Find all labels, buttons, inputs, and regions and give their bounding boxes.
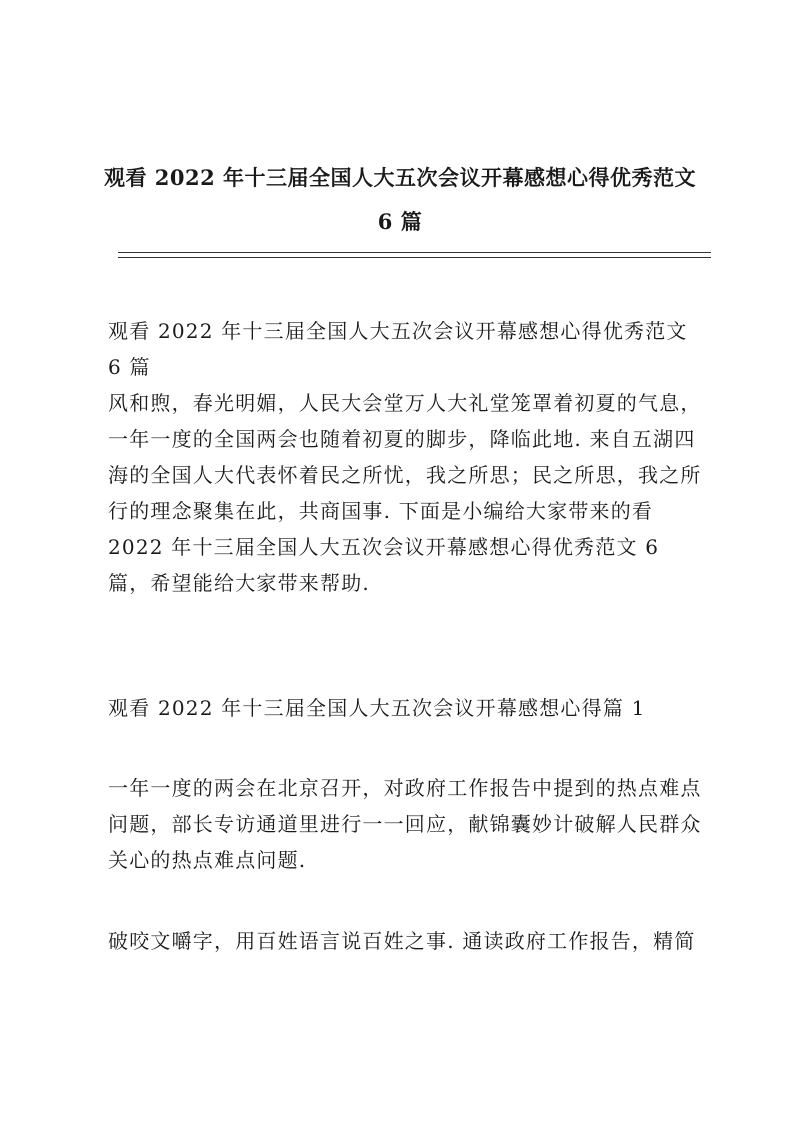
section-1-heading-block (108, 690, 708, 726)
intro-block (108, 385, 708, 601)
section-1-paragraph-2: 破咬文嚼字，用百姓语言说百姓之事. 通读政府工作报告，精简 (108, 929, 696, 953)
section-1-paragraph-2-block (108, 923, 708, 959)
section-1-paragraph-1-block (108, 770, 708, 878)
section-1-paragraph-1: 一年一度的两会在北京召开，对政府工作报告中提到的热点难点问题，部长专访通道里进行一一回应，献锦囊妙计破解人民群众关心的热点难点问题. (108, 776, 702, 872)
section-1-heading: 观看 2022 年十三届全国人大五次会议开幕感想心得篇 1 (108, 696, 646, 720)
document-subtitle: 观看 2022 年十三届全国人大五次会议开幕感想心得优秀范文 6 篇 (108, 319, 688, 379)
title-divider (118, 252, 711, 258)
intro-paragraph: 风和煦，春光明媚，人民大会堂万人大礼堂笼罩着初夏的气息，一年一度的全国两会也随着初夏的脚步，降临此地. 来自五湖四海的全国人大代表怀着民之所忧，我之所思；民之所思，我之所行的理念聚集在此，共商国事. 下面是小编给大家带来的看 2022 年十三届全国人大五次会议开幕感想心得优秀范文 6 篇，希望能给大家带来帮助. (108, 391, 702, 595)
document-title: 观看 2022 年十三届全国人大五次会议开幕感想心得优秀范文 6 篇 (103, 165, 697, 234)
subtitle-block (108, 313, 708, 385)
